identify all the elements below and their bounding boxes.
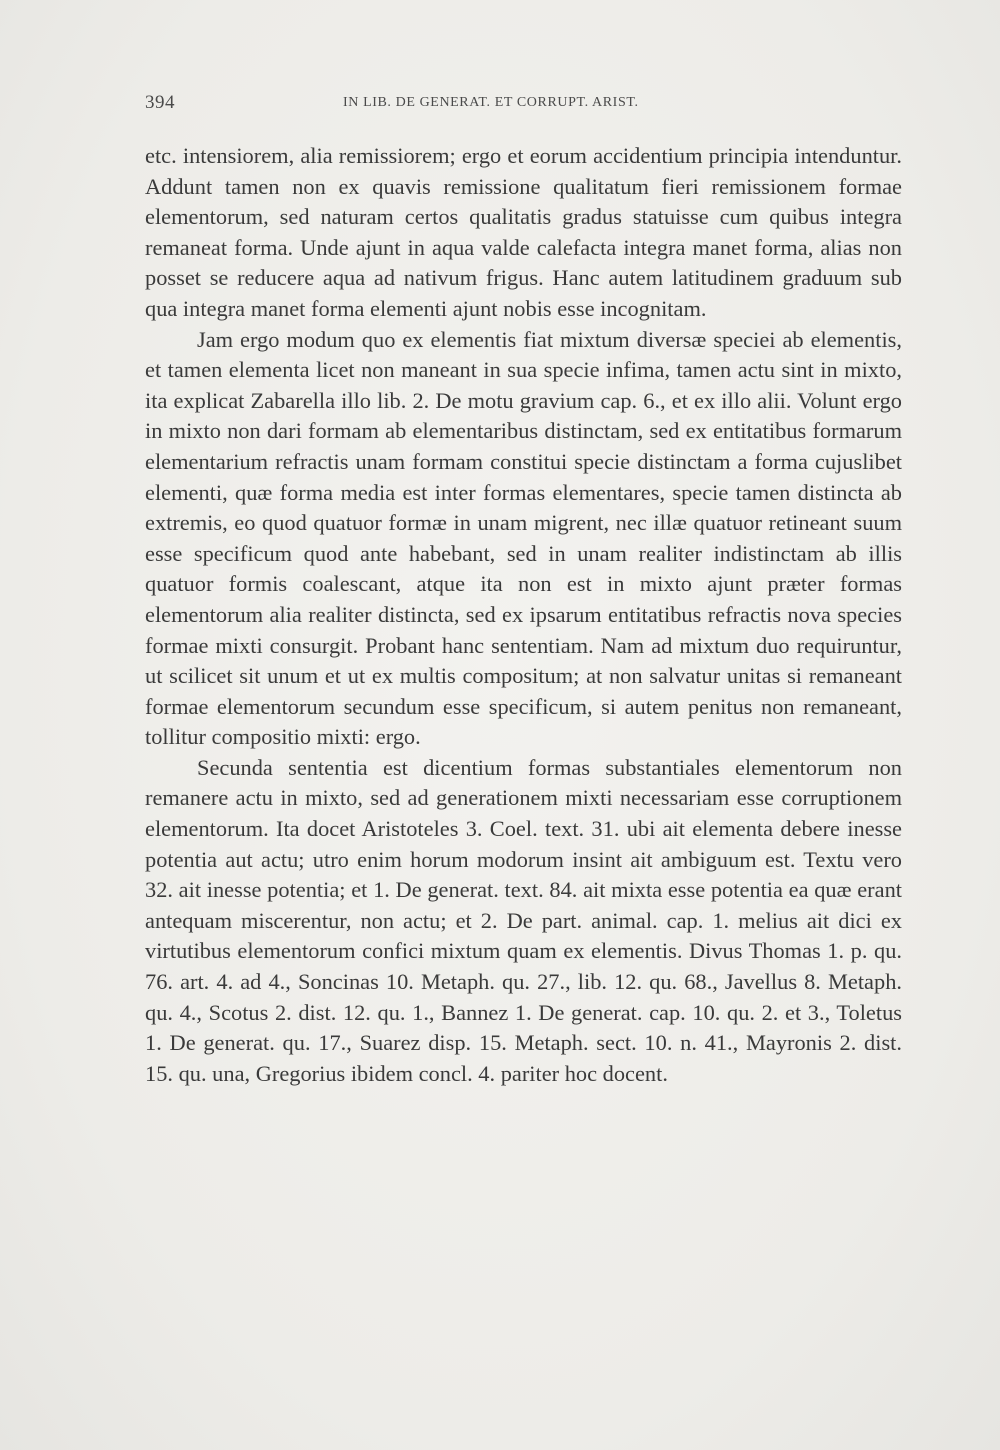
paragraph-3: Secunda sententia est dicentium formas substantiales elementorum non remanere actu in mixto, sed ad generationem mixti necessariam esse corruptionem elementorum. Ita docet Aristoteles 3. Coel. text. 31. ubi ait elementa debere inesse potentia aut actu; utro enim horum modorum insint ait ambiguum est. Textu vero 32. ait inesse potentia; et 1. De generat. text. 84. ait mixta esse potentia ea quæ erant antequam miscerentur, non actu; et 2. De part. animal. cap. 1. melius ait dici ex virtutibus elementorum confici mixtum quam ex elementis. Divus Thomas 1. p. qu. 76. art. 4. ad 4., Soncinas 10. Metaph. qu. 27., lib. 12. qu. 68., Javellus 8. Metaph. qu. 4., Scotus 2. dist. 12. qu. 1., Bannez 1. De generat. cap. 10. qu. 2. et 3., Toletus 1. De generat. qu. 17., Suarez disp. 15. Metaph. sect. 10. n. 41., Mayronis 2. dist. 15. qu. una, Gregorius ibidem concl. 4. pariter hoc docent.: [145, 754, 902, 1086]
running-title: IN LIB. DE GENERAT. ET CORRUPT. ARIST.: [343, 95, 639, 110]
page-number: 394: [145, 92, 175, 113]
body-text: [145, 141, 902, 1089]
paragraph-1: etc. intensiorem, alia remissiorem; ergo et eorum accidentium principia intenduntur. Addunt tamen non ex quavis remissione qualitatum fieri remissionem formae elementorum, sed naturam certos qualitatis gradus statuisse cum quibus integra remaneat forma. Unde ajunt in aqua valde calefacta integra manet forma, alias non posset se reducere aqua ad nativum frigus. Hanc autem latitudinem graduum sub qua integra manet forma elementi ajunt nobis esse incognitam.: [145, 143, 902, 321]
paragraph-2: Jam ergo modum quo ex elementis fiat mixtum diversæ speciei ab elementis, et tamen elementa licet non maneant in sua specie infima, tamen actu sint in mixto, ita explicat Zabarella illo lib. 2. De motu gravium cap. 6., et ex illo alii. Volunt ergo in mixto non dari formam ab elementaribus distinctam, sed ex entitatibus formarum elementarium refractis unam formam constitui specie distinctam a forma cujuslibet elementi, quæ forma media est inter formas elementares, specie tamen distincta ab extremis, eo quod quatuor formæ in unam migrent, nec illæ quatuor retineant suum esse specificum quod ante habebant, sed in unam realiter indistinctam ab illis quatuor formis coalescant, atque ita non est in mixto ajunt præter formas elementorum alia realiter distincta, sed ex ipsarum entitatibus refractis nova species formae mixti consurgit. Probant hanc sententiam. Nam ad mixtum duo requiruntur, ut scilicet sit unum et ut ex multis compositum; at non salvatur unitas si remaneant formae elementorum secundum esse specificum, si autem penitus non remaneant, tollitur compositio mixti: ergo.: [145, 326, 902, 750]
running-head: [145, 92, 902, 116]
